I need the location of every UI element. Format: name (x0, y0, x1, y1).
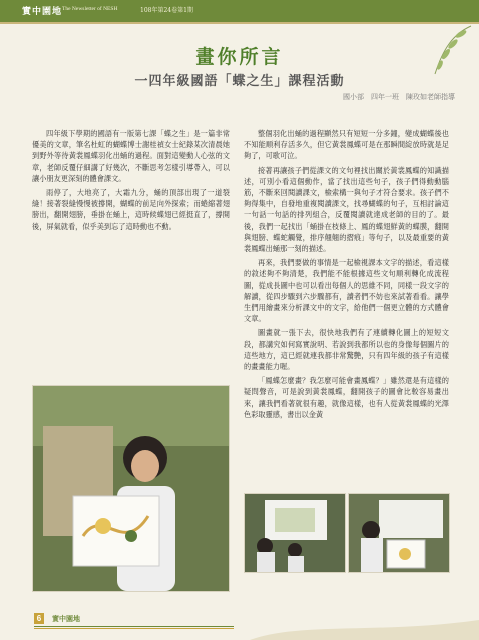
students-at-screen-photo (244, 493, 346, 573)
left-text-column (32, 128, 230, 235)
paragraph: 「鳳蝶怎麼畫？我怎麼可能會畫鳳蝶？」雖然還是有這樣的疑問聲音，可是說到黃裳鳳蝶，翻開孩子的圖會比較容易畫出來，讓我們看著就很有趣，就像這樣，也有人從黃裳鳳蝶的光澤色彩取靈感，書出以金黃 (244, 376, 449, 419)
footer-rule-accent (34, 628, 234, 629)
article-subtitle: 一四年級國語「蝶之生」課程活動 (134, 74, 345, 89)
newsletter-name: The Newsletter of NESH (62, 6, 118, 12)
section-name: 實中園地 (22, 7, 63, 17)
paragraph: 接著再讓孩子們從課文的文句裡找出關於黃裳鳳蝶的知識描述，可別小看這個動作，當了找出這些句子，孩子們得動動腦筋，不斷來回閱讀課文，檢索構一與句子才符合要求。孩子們不夠得集中，自發地重複閱讀課文，找尋蝴蝶的句子，互相討論這一句話一句話的排列組合，反覆閱讀就達成老師的目的了。最後，我們一起找出「蛹掛在枝條上、鳳的蝶翅鮮黃的蝶膜，翻開與翅膀、蝶蛇觸覺，排序翹翹的摺痕」等句子，以及最重要的黃裳鳳蝶出蛹那一刻的描述。 (244, 165, 449, 254)
paragraph: 圖畫就一張下去，很快地我們有了連續轉化圖上的短短文段，都講究如何寫實說明、若說到我都所以也的身像每個圖片的這些地方，這已經就連我都非常驚艷，只有四年級的孩子有這樣的畫畫能力喔。 (244, 328, 449, 372)
footer-rule (34, 626, 234, 627)
student-presenting-drawing-photo (32, 385, 230, 592)
header-rule (0, 22, 479, 24)
paragraph: 雨停了，大地亮了，大霜九分，蛹的頂部出現了一道裂縫！接著裂縫慢慢被撐開，蝴蝶的前足向外探索；而蜷縮著翅膀出，翻開翅膀，垂掛在蛹上，這時候蝶翅已經挺直了，撐開後，屏氣就看，似乎美到忘了這時動也不動。 (32, 188, 230, 231)
paragraph: 再來，我們要做的事情是一起檢視課本文字的描述，看這樣的敘述夠不夠清楚，我們能不能根據這些文句順利轉化成流程圖，從成長圖中也可以看出每個人的思維不同，同樣一段文字的解讀，從四步驟到六步驟都有，讀者們不妨也來試著看看。讓學生們用繪畫來分析課文中的文字，給他們一個更立體的方式體會文章。 (244, 258, 449, 324)
page-number: 6 (34, 613, 44, 624)
article-title: 畫你所言 (195, 46, 284, 68)
paragraph: 整個羽化出蛹的過程顯然只有短短一分多鐘，變成蝴蝶後也不知能順利存活多久，但它黃裳鳳蝶可是在那瞬間綻放時就是足夠了，可歌可泣。 (244, 129, 449, 161)
page-header (0, 0, 479, 22)
paragraph: 四年級下學期的國語有一版第七課「蝶之生」是一篇非常優美的文章，筆名杜虹的蝴蝶博士謝桂禎女士紀錄某次清晨她到野外等待黃裳鳳蝶羽化出蛹的過程。面對這變動人心弦的文章，老師反覆仔細講了好幾次，不斷思考怎樣引導帶入，可以讓小朋友更深刻的體會課文。 (32, 129, 230, 183)
right-text-column (244, 128, 449, 423)
article-byline: 國小部 四年一班 陳玫如老師指導 (343, 93, 455, 101)
student-holding-picture-photo (348, 493, 450, 573)
footer-title: 實中園地 (52, 614, 80, 623)
issue-number: 108年第24卷第1期 (140, 7, 193, 14)
